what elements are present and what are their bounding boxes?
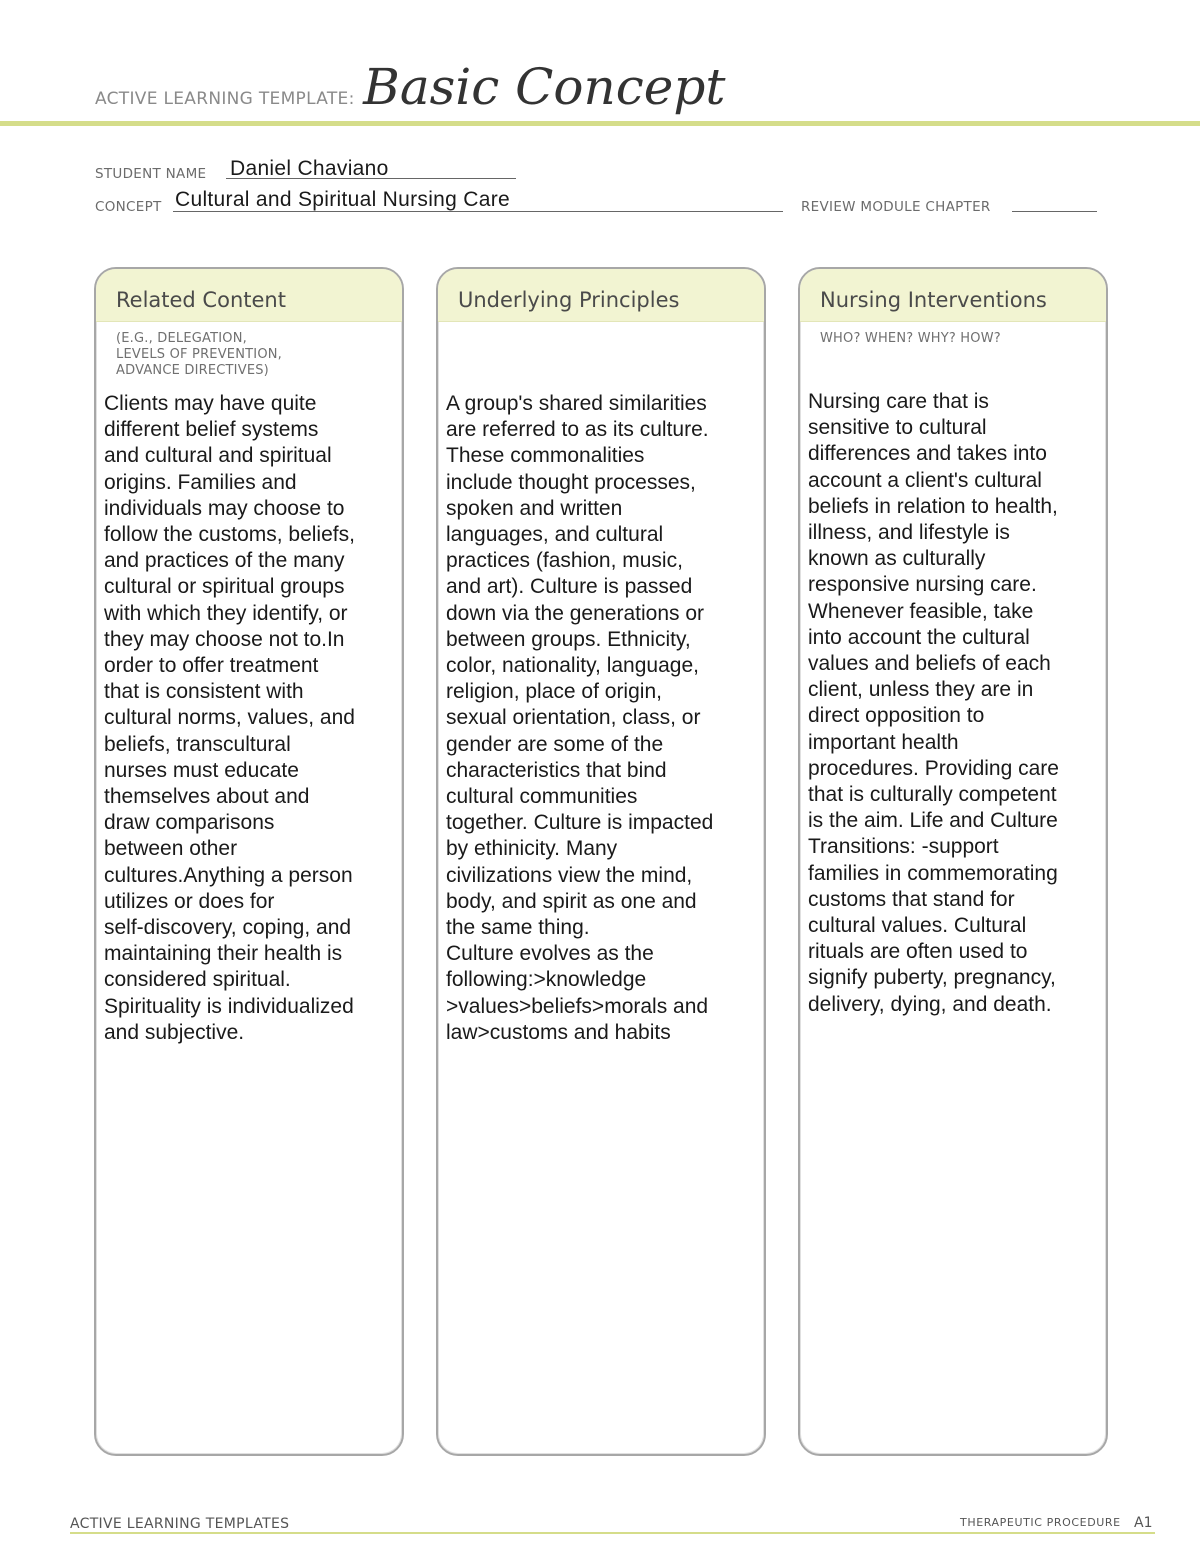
nursing-interventions-subheading: WHO? WHEN? WHY? HOW? — [820, 331, 1001, 346]
footer-right-label: THERAPEUTIC PROCEDURE — [960, 1516, 1121, 1529]
template-label: ACTIVE LEARNING TEMPLATE: — [95, 89, 355, 109]
related-content-heading: Related Content — [116, 288, 286, 312]
template-header — [95, 58, 725, 116]
underlying-principles-box — [436, 267, 766, 1456]
footer-left-label: ACTIVE LEARNING TEMPLATES — [70, 1516, 290, 1532]
underlying-principles-text[interactable]: A group's shared similarities are referred to as its culture. These commonalities include thought processes, spoken and written languages, and cultural practices (fashion, music, and art). Culture is passed down via the generations or between groups. Ethnicity, color, nationality, language, religion, place of origin, sexual orientation, class, or gender are some of the characteristics that bind cultural communities together. Culture is impacted by ethinicity. Many civilizations view the mind, body, and spirit as one and the same thing. Culture evolves as the following:>knowledge >values>beliefs>morals and law>customs and habits — [446, 392, 714, 1044]
concept-label: CONCEPT — [95, 199, 162, 215]
underlying-principles-heading: Underlying Principles — [458, 288, 680, 312]
related-content-subheading: (E.G., DELEGATION, LEVELS OF PREVENTION, ADVANCE DIRECTIVES) — [116, 331, 283, 378]
related-content-box — [94, 267, 404, 1456]
student-name-value[interactable]: Daniel Chaviano — [230, 157, 389, 180]
nursing-interventions-text[interactable]: Nursing care that is sensitive to cultural differences and takes into account a client's cultural beliefs in relation to health, illness, and lifestyle is known as culturally responsive nursing care. Whenever feasible, take into account the cultural values and beliefs of each client, unless they are in direct opposition to important health procedures. Providing care that is culturally competent is the aim. Life and Culture Transitions: -support families in commemorating customs that stand for cultural values. Cultural rituals are often used to signify puberty, pregnancy, delivery, dying, and death. — [808, 390, 1059, 1016]
review-module-field — [801, 199, 991, 215]
nursing-interventions-box — [798, 267, 1108, 1456]
concept-field — [95, 188, 510, 215]
footer-page-number: A1 — [1134, 1515, 1153, 1531]
related-content-header — [96, 269, 402, 322]
footer-divider — [70, 1532, 1155, 1534]
review-module-label: REVIEW MODULE CHAPTER — [801, 199, 991, 215]
nursing-interventions-heading: Nursing Interventions — [820, 288, 1047, 312]
student-name-label: STUDENT NAME — [95, 166, 207, 182]
page-title: Basic Concept — [363, 58, 726, 116]
related-content-text[interactable]: Clients may have quite different belief systems and cultural and spiritual origins. Families and individuals may choose to follow the customs, beliefs, and practices of the many cultural or spiritual groups with which they identify, or they may choose not to.In order to offer treatment that is consistent with cultural norms, values, and beliefs, transcultural nurses must educate themselves about and draw comparisons between other cultures.Anything a person utilizes or does for self-discovery, coping, and maintaining their health is considered spiritual. Spirituality is individualized and subjective. — [104, 392, 355, 1044]
header-divider — [0, 121, 1200, 126]
review-module-underline — [1012, 211, 1097, 212]
nursing-interventions-header — [800, 269, 1106, 322]
concept-value[interactable]: Cultural and Spiritual Nursing Care — [175, 188, 510, 211]
underlying-principles-header — [438, 269, 764, 322]
student-name-field — [95, 157, 389, 182]
